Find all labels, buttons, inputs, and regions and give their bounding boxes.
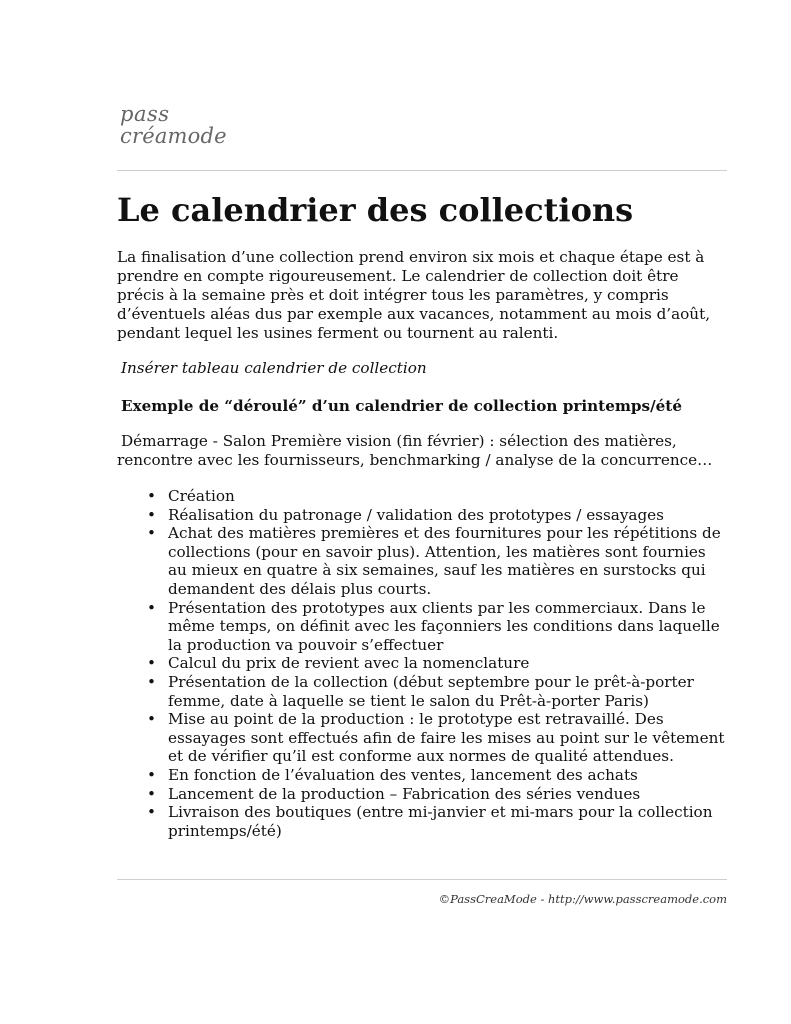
bullet-icon: • xyxy=(147,598,156,617)
list-item xyxy=(147,784,727,804)
passcreamode-logo xyxy=(120,104,227,147)
start-paragraph: Démarrage - Salon Première vision (fin février) : sélection des matières, rencontre avec les fournisseurs, benchmarking / analyse de la concurrence… xyxy=(117,432,713,469)
list-item-text: Calcul du prix de revient avec la nomenclature xyxy=(168,654,530,673)
list-item-text: Réalisation du patronage / validation des prototypes / essayages xyxy=(168,505,664,524)
bullet-icon: • xyxy=(147,710,156,729)
list-item xyxy=(147,803,727,840)
list-item xyxy=(147,505,727,525)
list-item-text: En fonction de l’évaluation des ventes, lancement des achats xyxy=(168,765,638,784)
list-item-text: Présentation des prototypes aux clients par les commerciaux. Dans le même temps, on définit avec les façonniers les conditions dans laquelle la production va pouvoir s’effectuer xyxy=(168,598,720,654)
list-item-text: Création xyxy=(168,487,235,505)
logo-line-1: pass xyxy=(120,102,170,126)
page-title: Le calendrier des collections xyxy=(117,191,634,229)
list-item xyxy=(147,487,727,506)
list-item-text: Lancement de la production – Fabrication des séries vendues xyxy=(168,784,641,803)
logo-line-2: créamode xyxy=(120,124,227,148)
bullet-icon: • xyxy=(147,654,156,673)
list-item xyxy=(147,672,727,710)
bullet-icon: • xyxy=(147,672,156,691)
list-item xyxy=(147,524,727,598)
example-heading: Exemple de “déroulé” d’un calendrier de collection printemps/été xyxy=(121,397,682,415)
steps-list xyxy=(117,487,727,840)
list-item-text: Livraison des boutiques (entre mi-janvier et mi-mars pour la collection printemps/été) xyxy=(168,803,713,840)
header-divider xyxy=(117,170,727,171)
bullet-icon: • xyxy=(147,784,156,803)
list-item xyxy=(147,598,727,655)
bullet-icon: • xyxy=(147,803,156,822)
list-item xyxy=(147,765,727,785)
footer-divider xyxy=(117,879,727,880)
list-item-text: Achat des matières premières et des fournitures pour les répétitions de collections (pour en savoir plus). Attention, les matières sont fournies au mieux en quatre à six semaines, sauf les matières en surstocks qui demandent des délais plus courts. xyxy=(168,524,721,598)
list-item xyxy=(147,710,727,766)
bullet-icon: • xyxy=(147,505,156,524)
list-item-text: Mise au point de la production : le prototype est retravaillé. Des essayages sont effectués afin de faire les mises au point sur le vêtement et de vérifier qu’il est conforme aux normes de qualité attendues. xyxy=(168,710,725,766)
intro-paragraph: La finalisation d’une collection prend environ six mois et chaque étape est à prendre en compte rigoureusement. Le calendrier de collection doit être précis à la semaine près et doit intégrer tous les paramètres, y compris d’éventuels aléas dus par exemple aux vacances, notamment au mois d’août, pendant lequel les usines ferment ou tournent au ralenti. xyxy=(117,248,711,342)
list-item-text: Présentation de la collection (début septembre pour le prêt-à-porter femme, date à laquelle se tient le salon du Prêt-à-porter Paris) xyxy=(168,672,694,710)
bullet-icon: • xyxy=(147,524,156,543)
list-item xyxy=(147,654,727,673)
bullet-icon: • xyxy=(147,765,156,784)
bullet-icon: • xyxy=(147,487,156,505)
insert-table-note: Insérer tableau calendrier de collection xyxy=(121,359,427,377)
footer-copyright: ©PassCreaMode - http://www.passcreamode.com xyxy=(438,892,727,906)
